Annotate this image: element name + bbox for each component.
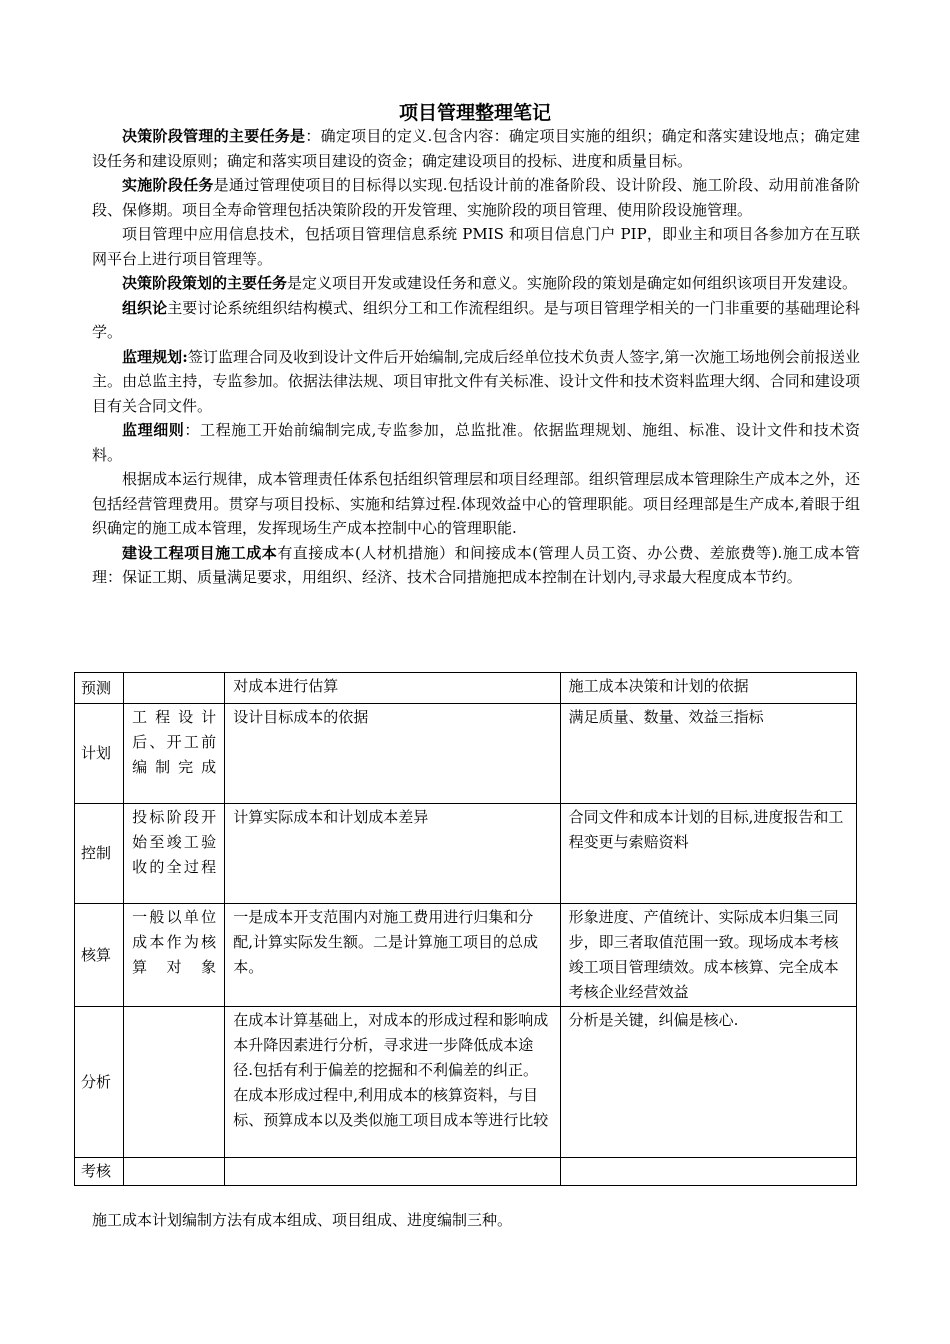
timing-cell [124,1158,225,1186]
document-body [92,124,860,590]
paragraph-text: 项目管理中应用信息技术，包括项目管理信息系统 PMIS 和项目信息门户 PIP，即业主和项目各参加方在互联网平台上进行项目管理等。 [92,225,860,268]
content-cell: 对成本进行估算 [225,673,560,704]
paragraph-text: 签订监理合同及收到设计文件后开始编制,完成后经单位技术负责人签字,第一次施工场地例会前报送业主。由总监主持，专监参加。依据法律法规、项目审批文件有关标准、设计文件和技术资料监理大纲、合同和建设项目有关合同文件。 [92,347,860,415]
content-cell: 计算实际成本和计划成本差异 [225,804,560,904]
paragraph [92,296,860,345]
paragraph [92,418,860,467]
stage-cell: 考核 [75,1158,124,1186]
document-title: 项目管理整理笔记 [398,102,551,124]
paragraph-heading: 实施阶段任务 [122,176,214,194]
table-row [75,804,857,904]
paragraph-text: 是定义项目开发或建设任务和意义。实施阶段的策划是确定如何组织该项目开发建设。 [287,274,858,292]
table-row [75,673,857,704]
content-cell: 一是成本开支范围内对施工费用进行归集和分配,计算实际发生额。二是计算施工项目的总成本。 [225,904,560,1007]
stage-cell: 分析 [75,1007,124,1158]
content-cell: 设计目标成本的依据 [225,704,560,804]
paragraph-heading: 监理规划: [122,347,188,366]
table-row [75,904,857,1007]
stage-cell: 控制 [75,804,124,904]
basis-cell: 形象进度、产值统计、实际成本归集三同步，即三者取值范围一致。现场成本考核竣工项目管理绩效。成本核算、完全成本考核企业经营效益 [560,904,856,1007]
paragraph [92,124,860,173]
basis-cell: 满足质量、数量、效益三指标 [560,704,856,804]
paragraph [92,173,860,222]
paragraph-text: ：确定项目的定义.包含内容：确定项目实施的组织；确定和落实建设地点；确定建设任务和建设原则；确定和落实项目建设的资金；确定建设项目的投标、进度和质量目标。 [92,127,860,170]
stage-cell: 核算 [75,904,124,1007]
paragraph-text: 根据成本运行规律，成本管理责任体系包括组织管理层和项目经理部。组织管理层成本管理除生产成本之外，还包括经营管理费用。贯穿与项目投标、实施和结算过程.体现效益中心的管理职能。项目经理部是生产成本,着眼于组织确定的施工成本管理，发挥现场生产成本控制中心的管理职能. [92,470,860,537]
timing-cell [124,673,225,704]
paragraph-heading: 监理细则 [122,421,185,439]
paragraph [92,271,860,296]
basis-cell: 合同文件和成本计划的目标,进度报告和工程变更与索赔资料 [560,804,856,904]
paragraph [92,345,860,419]
table-row [75,1158,857,1186]
stage-cell: 预测 [75,673,124,704]
paragraph-text: 是通过管理使项目的目标得以实现.包括设计前的准备阶段、设计阶段、施工阶段、动用前准备阶段、保修期。项目全寿命管理包括决策阶段的开发管理、实施阶段的项目管理、使用阶段设施管理。 [92,176,860,219]
basis-cell: 分析是关键，纠偏是核心. [560,1007,856,1158]
paragraph [92,541,860,590]
basis-cell [560,1158,856,1186]
paragraph [92,222,860,271]
content-cell: 在成本计算基础上，对成本的形成过程和影响成本升降因素进行分析，寻求进一步降低成本途径.包括有利于偏差的挖掘和不利偏差的纠正。在成本形成过程中,利用成本的核算资料，与目标、预算成本以及类似施工项目成本等进行比较 [225,1007,560,1158]
basis-cell: 施工成本决策和计划的依据 [560,673,856,704]
timing-cell: 一般以单位成本作为核算对象 [124,904,225,1007]
paragraph-heading: 建设工程项目施工成本 [122,543,278,562]
content-cell [225,1158,560,1186]
timing-cell [124,1007,225,1158]
stage-cell: 计划 [75,704,124,804]
paragraph-text: 有直接成本(人材机措施）和间接成本(管理人员工资、办公费、差旅费等).施工成本管理：保证工期、质量满足要求，用组织、经济、技术合同措施把成本控制在计划内,寻求最大程度成本节约。 [92,543,860,586]
footer-note: 施工成本计划编制方法有成本组成、项目组成、进度编制三种。 [92,1211,513,1229]
paragraph-text: 主要讨论系统组织结构模式、组织分工和工作流程组织。是与项目管理学相关的一门非重要的基础理论科学。 [92,298,860,341]
cost-management-table [74,672,857,1186]
paragraph-heading: 决策阶段策划的主要任务 [122,274,288,292]
table-row [75,1007,857,1158]
paragraph [92,467,860,541]
timing-cell: 工程设计后、开工前编制完成 [124,704,225,804]
paragraph-heading: 决策阶段管理的主要任务是 [122,127,306,145]
paragraph-heading: 组织论 [122,298,168,317]
timing-cell: 投标阶段开始至竣工验收的全过程 [124,804,225,904]
table-row [75,704,857,804]
paragraph-text: ：工程施工开始前编制完成,专监参加，总监批准。依据监理规划、施组、标准、设计文件和技术资料。 [92,421,860,464]
